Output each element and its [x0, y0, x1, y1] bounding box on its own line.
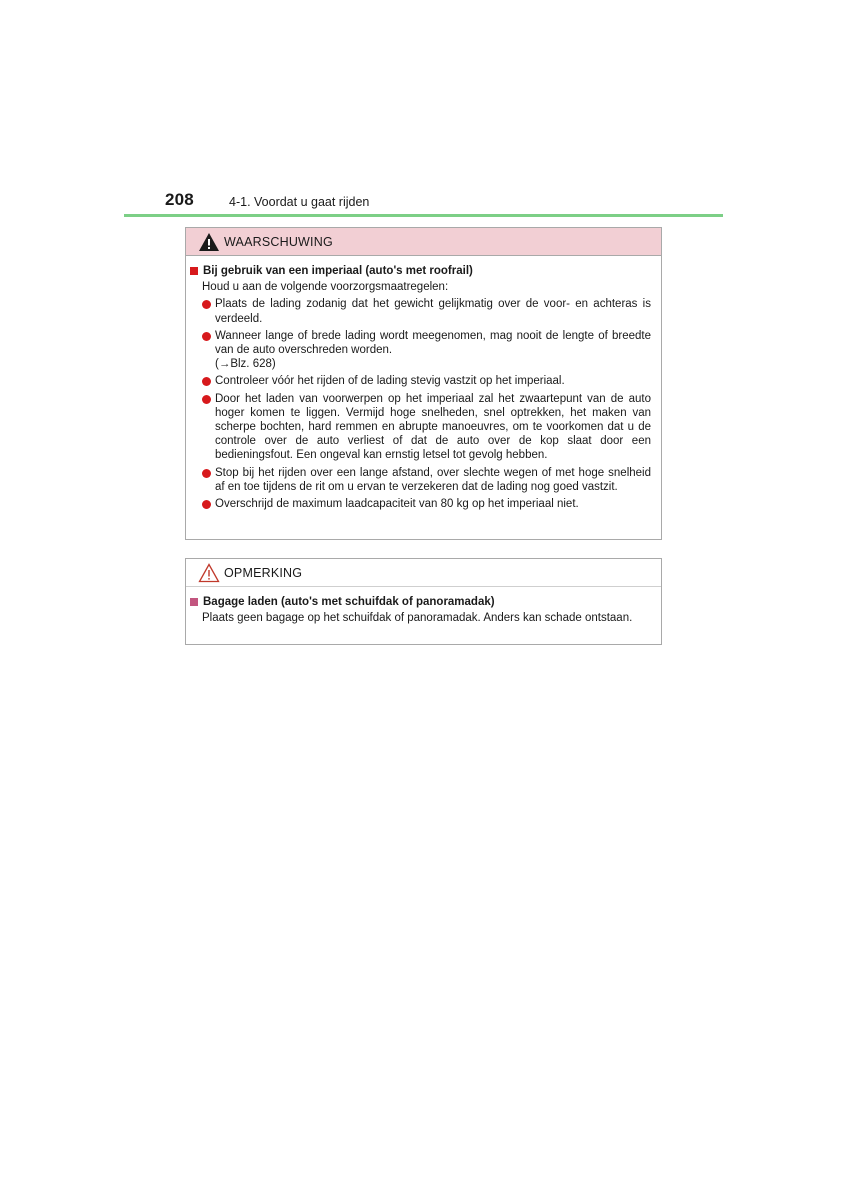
note-text: Plaats geen bagage op het schuifdak of panoramadak. Anders kan schade ontstaan.	[202, 612, 633, 625]
bullet-text: Overschrijd de maximum laadcapaciteit van 80 kg op het imperiaal niet.	[215, 498, 579, 511]
note-box-header	[186, 559, 661, 587]
warning-intro: Houd u aan de volgende voorzorgsmaatregelen:	[202, 281, 449, 294]
list-item	[190, 497, 651, 511]
warning-triangle-icon	[198, 232, 220, 252]
bullet-text: Stop bij het rijden over een lange afstand, over slechte wegen of met hoge snelheid af en toe tijdens de rit om u ervan te verzekeren dat de lading nog goed vastzit.	[215, 466, 651, 493]
list-item	[190, 329, 651, 372]
list-item	[190, 466, 651, 494]
red-square-marker	[190, 267, 198, 275]
warning-item-heading	[190, 264, 651, 278]
warning-box	[185, 227, 662, 540]
caution-outline-triangle-icon	[198, 563, 220, 583]
bullet-dot	[202, 500, 211, 509]
bullet-text: Plaats de lading zodanig dat het gewicht gelijkmatig over de voor- en achteras is verdeeld.	[215, 298, 651, 325]
warning-heading-text: Bij gebruik van een imperiaal (auto's met roofrail)	[203, 265, 473, 277]
bullet-dot	[202, 300, 211, 309]
note-item-heading	[190, 595, 651, 609]
bullet-text: Controleer vóór het rijden of de lading stevig vastzit op het imperiaal.	[215, 375, 565, 388]
warning-body	[186, 256, 661, 511]
list-item	[190, 374, 651, 388]
warning-box-header	[186, 228, 661, 256]
page-header	[165, 190, 723, 214]
header-rule	[124, 214, 723, 217]
note-title: OPMERKING	[224, 566, 303, 580]
pink-square-marker	[190, 598, 198, 606]
note-heading-text: Bagage laden (auto's met schuifdak of panoramadak)	[203, 596, 495, 608]
note-box	[185, 558, 662, 645]
bullet-text: Door het laden van voorwerpen op het imperiaal zal het zwaartepunt van de auto hoger komen te liggen. Vermijd hoge snelheden, snel optrekken, het maken van scherpe bochten, hard remmen en abrupte manoeuvres, om te voorkomen dat u de controle over de auto verliest of dat de auto over de kop slaat door een bedieningsfout. Een ongeval kan ernstig letsel tot gevolg hebben.	[215, 392, 651, 462]
section-title: 4-1. Voordat u gaat rijden	[229, 195, 370, 209]
note-body	[186, 587, 661, 625]
list-item	[190, 392, 651, 463]
list-item	[190, 297, 651, 325]
bullet-text: Wanneer lange of brede lading wordt meegenomen, mag nooit de lengte of breedte van de auto overschreden worden.	[215, 329, 651, 357]
page-reference: (→Blz. 628)	[215, 358, 276, 371]
bullet-dot	[202, 377, 211, 386]
bullet-dot	[202, 469, 211, 478]
warning-title: WAARSCHUWING	[224, 235, 333, 249]
bullet-dot	[202, 332, 211, 341]
page-number: 208	[165, 190, 194, 209]
bullet-dot	[202, 395, 211, 404]
